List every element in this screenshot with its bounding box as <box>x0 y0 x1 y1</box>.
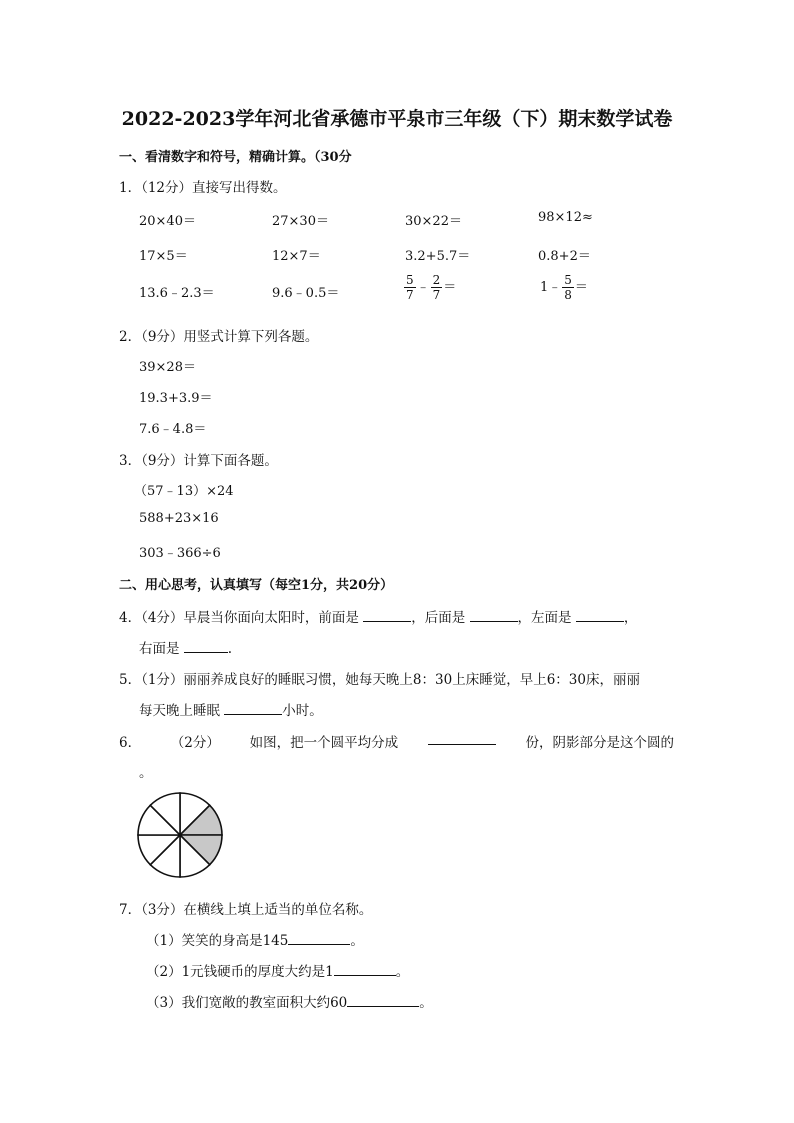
q7-blank-2[interactable] <box>334 963 396 976</box>
q1-r2-c2: 12×7＝ <box>272 249 321 264</box>
q2-item-3: 7.6﹣4.8＝ <box>139 422 207 437</box>
q4-blank-right[interactable] <box>184 640 228 653</box>
q7-label: 7．（3分）在横线上填上适当的单位名称。 <box>119 902 373 918</box>
q6-line-1 <box>119 731 674 751</box>
q5-blank-hours[interactable] <box>224 702 282 715</box>
q3-item-1: （57﹣13）×24 <box>134 484 234 499</box>
frac1-num1: 5 <box>406 273 414 287</box>
q7-item-2-text: （2）1元钱硬币的厚度大约是1 <box>146 964 334 980</box>
q7-item-2 <box>146 960 409 980</box>
q6-blank-parts[interactable] <box>428 731 496 745</box>
q7-item-3-end: 。 <box>419 995 433 1011</box>
q1-r3-c2: 9.6﹣0.5＝ <box>272 286 340 301</box>
q7-blank-1[interactable] <box>288 932 350 945</box>
q7-item-3-text: （3）我们宽敞的教室面积大约60 <box>146 995 348 1011</box>
q4-text-a: 4．（4分）早晨当你面向太阳时，前面是 <box>119 610 359 626</box>
frac2-whole: 1﹣ <box>540 280 562 295</box>
q4-blank-left[interactable] <box>576 609 624 622</box>
section-1-heading: 一、看清数字和符号，精确计算。（30分 <box>119 150 352 165</box>
q1-r2-c4: 0.8+2＝ <box>538 249 591 264</box>
q5-line-1: 5．（1分）丽丽养成良好的睡眠习惯，她每天晚上8：30上床睡觉，早上6：30床，丽丽 <box>119 672 640 688</box>
q4-text-f: . <box>227 641 233 657</box>
q1-fraction-expr-2 <box>540 273 588 302</box>
q6-text-b: 份，阴影部分是这个圆的 <box>525 735 674 751</box>
frac1-eq: ＝ <box>443 280 457 295</box>
q4-line-1 <box>119 606 637 626</box>
q1-r2-c3: 3.2+5.7＝ <box>405 249 471 264</box>
q4-text-c: ，左面是 <box>517 610 572 626</box>
q4-text-e: 右面是 <box>139 641 180 657</box>
q4-blank-front[interactable] <box>363 609 411 622</box>
q2-label: 2．（9分）用竖式计算下列各题。 <box>119 329 319 345</box>
q6-line-2: 。 <box>139 765 153 781</box>
q4-text-d: ， <box>623 610 638 626</box>
q2-item-2: 19.3+3.9＝ <box>139 391 213 406</box>
q2-item-1: 39×28＝ <box>139 360 196 375</box>
frac2-den: 8 <box>564 288 572 302</box>
q7-item-2-end: 。 <box>395 964 410 980</box>
frac1-num2: 2 <box>432 273 441 287</box>
q5-text-a: 每天晚上睡眠 <box>139 703 220 719</box>
frac1-den2: 7 <box>432 288 441 302</box>
q1-label: 1．（12分）直接写出得数。 <box>119 180 287 196</box>
section-2-heading: 二、用心思考，认真填写（每空1分，共20分） <box>119 578 394 593</box>
q1-r1-c1: 20×40＝ <box>139 214 196 229</box>
q4-text-b: ，后面是 <box>411 610 466 626</box>
q1-r2-c1: 17×5＝ <box>139 249 188 264</box>
q1-r1-c2: 27×30＝ <box>272 214 329 229</box>
q1-r3-c1: 13.6﹣2.3＝ <box>139 286 215 301</box>
q5-line-2 <box>139 699 323 719</box>
frac2-num: 5 <box>564 273 572 287</box>
q7-item-3 <box>146 991 433 1011</box>
q6-circle-figure <box>136 791 224 879</box>
q1-r1-c3: 30×22＝ <box>405 214 462 229</box>
frac1-den1: 7 <box>406 288 414 302</box>
q4-line-2 <box>139 637 232 657</box>
q5-text-b: 小时。 <box>282 703 323 719</box>
q1-fraction-expr-1 <box>403 273 456 302</box>
q7-item-1-end: 。 <box>350 933 364 949</box>
q6-points: （2分） <box>170 735 220 751</box>
q4-blank-back[interactable] <box>470 609 518 622</box>
frac1-op: ﹣ <box>416 280 430 295</box>
q3-item-3: 303﹣366÷6 <box>139 546 221 561</box>
frac2-eq: ＝ <box>574 280 588 295</box>
q3-label: 3．（9分）计算下面各题。 <box>119 453 278 469</box>
q3-item-2: 588+23×16 <box>139 511 219 526</box>
q1-r1-c4: 98×12≈ <box>538 210 593 225</box>
q7-item-1 <box>146 929 364 949</box>
q6-number: 6． <box>119 735 142 751</box>
q7-blank-3[interactable] <box>347 994 419 1007</box>
page-title: 2022-2023学年河北省承德市平泉市三年级（下）期末数学试卷 <box>121 108 673 130</box>
q7-item-1-text: （1）笑笑的身高是145 <box>146 933 289 949</box>
q6-text-a: 如图，把一个圆平均分成 <box>249 735 399 751</box>
